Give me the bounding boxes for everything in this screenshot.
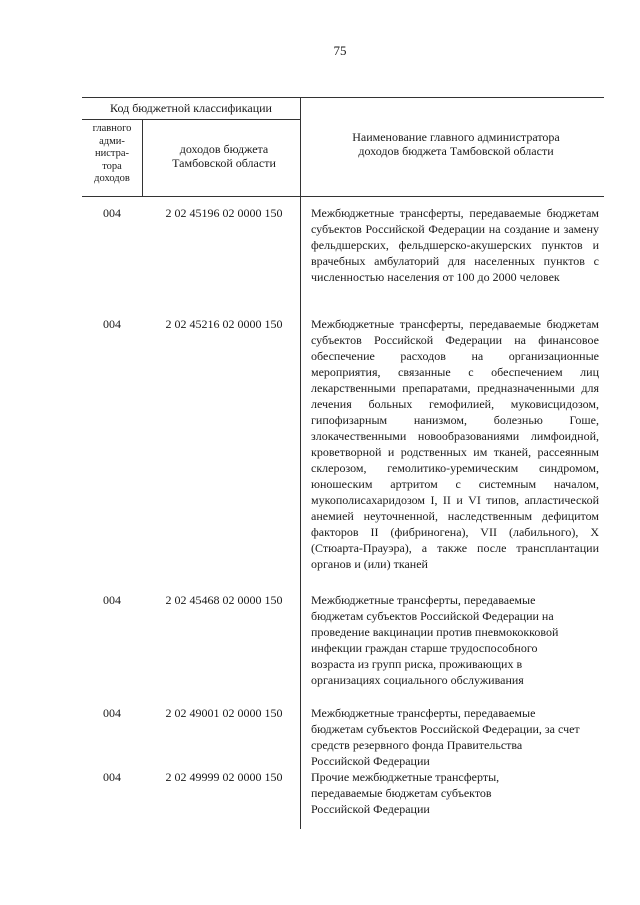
header-col-name: Наименование главного администратора доходов бюджета Тамбовской области bbox=[352, 130, 560, 158]
row-4-admin-code: 004 bbox=[103, 706, 121, 720]
row-1-income-code: 2 02 45196 02 0000 150 bbox=[165, 206, 283, 220]
row-4-name: Межбюджетные трансферты, передаваемые бюджетам субъектов Российской Федерации, за счет средств резервного фонда Правительства Российской Федерации bbox=[311, 706, 580, 768]
row-1-name: Межбюджетные трансферты, передаваемые бюджетам субъектов Российской Федерации на создание и замену фельдшерских, фельдшерско-акушерских пунктов и врачебных амбулаторий для населенных пунктов с численностью населения от 100 до 2000 человек bbox=[311, 206, 599, 284]
row-2-name: Межбюджетные трансферты, передаваемые бюджетам субъектов Российской Федерации на финансовое обеспечение расходов на организационные мероприятия, связанные с обеспечением лиц лекарственными препаратами, предназначенными для лечения больных гемофилией, муковисцидозом, гипофизарным нанизмом, болезнью Гоше, злокачественными новообразованиями лимфоидной, кроветворной и родственных им тканей, рассеянным склерозом, гемолитико-уремическим синдромом, юношеским артритом с системным началом, мукополисахаридозом I, II и VI типов, апластической анемией неуточненной, наследственным дефицитом факторов II (фибриногена), VII (лабильного), X (Стюарта-Прауэра), а также после трансплантации органов и (или) тканей bbox=[311, 317, 599, 571]
row-4-income-code: 2 02 49001 02 0000 150 bbox=[165, 706, 283, 720]
row-5-name: Прочие межбюджетные трансферты, передаваемые бюджетам субъектов Российской Федерации bbox=[311, 770, 500, 816]
header-bottom-rule bbox=[82, 196, 604, 197]
row-3-admin-code: 004 bbox=[103, 593, 121, 607]
row-3-name: Межбюджетные трансферты, передаваемые бюджетам субъектов Российской Федерации на проведение вакцинации против пневмококковой инфекции граждан старше трудоспособного возраста из групп риска, проживающих в организациях социального обслуживания bbox=[311, 593, 559, 687]
row-2-income-code: 2 02 45216 02 0000 150 bbox=[165, 317, 283, 331]
column-divider-name bbox=[300, 97, 301, 829]
header-group-title: Код бюджетной классификации bbox=[110, 101, 272, 115]
row-5-income-code: 2 02 49999 02 0000 150 bbox=[165, 770, 283, 784]
row-3-income-code: 2 02 45468 02 0000 150 bbox=[165, 593, 283, 607]
header-col-code: доходов бюджета Тамбовской области bbox=[172, 142, 276, 170]
row-1-admin-code: 004 bbox=[103, 206, 121, 220]
row-5-admin-code: 004 bbox=[103, 770, 121, 784]
column-divider-admin bbox=[142, 119, 143, 196]
table-top-rule bbox=[82, 97, 604, 98]
page-number: 75 bbox=[333, 43, 347, 58]
subheader-rule bbox=[82, 119, 300, 120]
row-2-admin-code: 004 bbox=[103, 317, 121, 331]
header-col-admin: главного адми-нистра-тора доходов bbox=[92, 123, 132, 184]
